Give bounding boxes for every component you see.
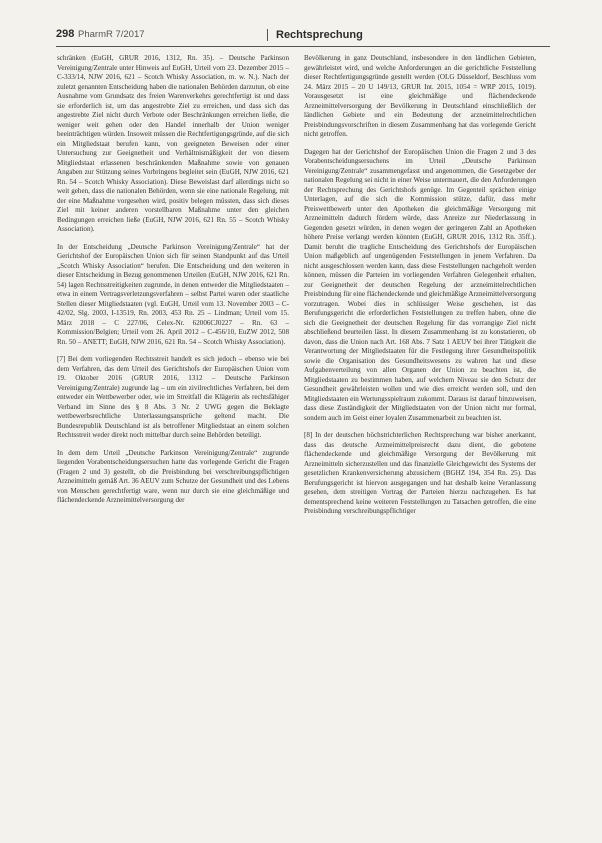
page-number: 298 (56, 28, 75, 40)
page-header (56, 28, 550, 47)
paragraph: In dem dem Urteil „Deutsche Parkinson Vereinigung/Zentrale“ zugrunde liegenden Vorabentscheidungsersuchen hatte das vorlegende Gericht die Fragen (Fragen 2 und 3) gestellt, ob die Preisbindung bei verschreibungspflichtigen Arzneimitteln gemäß Art. 36 AEUV zum Schutze der Gesundheit und des Lebens von Menschen gerechtfertigt ware, wenn nur durch sie eine gleichmäßige und flächendeckende Arzneimittelversorgung der (57, 448, 289, 504)
journal-reference: PharmR 7/2017 (78, 29, 145, 40)
paragraph: Dagegen hat der Gerichtshof der Europäischen Union die Fragen 2 und 3 des Vorabentscheidungsersuchens im Urteil „Deutsche Parkinson Vereinigung/Zentrale“ zusammengefasst und angenommen, die Gesetzgeber der nationalen Regelung sei nicht in einer Weise untermauert, die den Anforderungen der Rechtsprechung des Gerichtshofs genüge. Im Gegenteil sprächen einige Unterlagen, auf die sich die Kommission stütze, dafür, dass mehr Preiswettbewerb unter den Apotheken die gleichmäßige Versorgung mit Arzneimitteln dadurch fördern würde, dass Anreize zur Niederlassung in Gegenden gesetzt würden, in denen wegen der geringeren Zahl an Apotheken höhere Preise verlangt werden könnten (EuGH, GRUR 2016, 1312 Rn. 35ff.). Damit beruht die tragliche Entscheidung des Gerichtshofs der Europäischen Union maßgeblich auf ungenügenden Feststellungen in jenem Verfahren. Da nicht ausgeschlossen werden kann, dass diese Feststellungen nachgeholt werden können, müssen die Parteien im vorliegenden Verfahren Gelegenheit erhalten, zur Geeignetheit der deutschen Regelung der arzneimittelrechtlichen Preisbindung für eine flächendeckende und gleichmäßige Arzneimittelversorgung vorzutragen. Wobei dies in schlüssiger Weise geschehen, ist das Berufungsgericht die erforderlichen Feststellungen zu treffen haben, ohne die sich die Geeignetheit der deutschen Regelung für das vorrangige Ziel nicht abschließend beurteilen lässt. In diesem Zusammenhang ist zu konstatieren, ob davon, dass die Union nach Art. 168 Abs. 7 Satz 1 AEUV bei ihrer Tätigkeit die Verantwortung der Mitgliedstaaten für die Festlegung ihrer Gesundheitspolitik sowie die Organisation des Gesundheitswesens zu wahren hat und diese Aufgabenverteilung von allen Organen der Union zu beachten ist, die Mitgliedstaaten zu bestimmen haben, auf welchem Niveau sie den Schutz der Gesundheit gewährleisten wollen und wie dies erreicht werden soll, und den Mitgliedstaaten ein Wertungsspielraum zukommt. Daraus ist darauf hinzuweisen, dass diese Zuständigkeit der Mitgliedstaaten von der Union nicht nur formal, sondern auch im Geist einer loyalen Zusammenarbeit zu beachten ist. (304, 147, 536, 422)
paragraph: [7] Bei dem vorliegenden Rechtsstreit handelt es sich jedoch – ebenso wie bei dem Verfahren, das dem Urteil des Gerichtshofs der Europäischen Union vom 19. Oktober 2016 (GRUR 2016, 1312 – Deutsche Parkinson Vereinigung/Zentrale) zugrunde lag – um ein zivilrechtliches Verfahren, bei dem entweder ein Wettbewerber oder, wie im Streitfall die Klägerin als rechtsfähiger Verband im Sinne des § 8 Abs. 3 Nr. 2 UWG gegen die Beklagte wettbewerbsrechtliche Unterlassungsansprüche geltend macht. Die Bundesrepublik Deutschland ist als betroffener Mitgliedstaat an einem solchen Rechtsstreit weder direkt noch mittelbar durch seine Behörden beteiligt. (57, 355, 289, 439)
paragraph: schränken (EuGH, GRUR 2016, 1312, Rn. 35). – Deutsche Parkinson Vereinigung/Zentrale unter Hinweis auf EuGH, Urteil vom 23. Dezember 2015 – C-333/14, NJW 2016, 621 – Scotch Whisky Association, m. w. N.). Nach der zuletzt genannten Entscheidung haben die nationalen Behörden darzutun, ob eine Ausnahme vom Grundsatz des freien Warenverkehrs gerechtfertigt ist und dass sie erforderlich ist, um das angestrebte Ziel zu erreichen, und dass sich das angestrebte Ziel nicht durch Verbote oder Beschränkungen erreichen ließe, die weniger weit gehen oder den Handel innerhalb der Union weniger beeinträchtigen würden. Insoweit müssen die Rechtfertigungsgründe, auf die sich ein Mitgliedstaat berufen kann, von geeigneten Beweisen oder einer Untersuchung zur Geeignetheit und Verhältnismäßigkeit der von diesem Mitgliedstaat erlassenen beschränkenden Maßnahme sowie von genauen Angaben zur Stützung seines Vorbringens begleitet sein (EuGH, NJW 2016, 621 Rn. 54 – Scotch Whisky Association). Diese Beweislast darf allerdings nicht so weit gehen, dass die nationalen Behörden, wenn sie eine nationale Regelung, mit der eine Maßnahme vorgesehen wird, positiv belegen müssten, dass sich dieses Ziel mit keiner anderen vorstellbaren Maßnahme unter den gleichen Bedingungen erreichen ließe (EuGH, NJW 2016, 621 Rn. 55 – Scotch Whisky Association). (57, 54, 289, 233)
paragraph: In der Entscheidung „Deutsche Parkinson Vereinigung/Zentrale“ hat der Gerichtshof der Europäischen Union sich für seinen Standpunkt auf das Urteil „Scotch Whisky Association“ berufen. Die Entscheidung und den weiteren in dieser Entscheidung in Bezug genommenen Urteilen (EuGH, NJW 2016, 621 Rn. 54) lagen Rechtsstreitigkeiten zugrunde, in denen entweder die Mitgliedstaaten – etwa in einem Vertragsverletzungsverfahren – selbst Partei waren oder staatliche Stellen dieser Mitgliedstaaten (vgl. EuGH, Urteil vom 13. November 2003 – C-42/02, Slg. 2003, I-13519, Rn. 2003, 453 Rn. 25 – Lindman; Urteil vom 15. März 2018 – C 227/06, Celex-Nr. 62006CJ0227 – Rn. 63 – Kommission/Belgien; Urteil vom 26. April 2012 – C-456/10, EuZW 2012, 508 Rn. 50 – ANETT; EuGH, NJW 2016, 621 Rn. 54 – Scotch Whisky Association). (57, 242, 289, 346)
paragraph: [8] In der deutschen höchstrichterlichen Rechtsprechung war bisher anerkannt, dass das deutsche Arzneimittelpreisrecht dazu dient, die gebotene flächendeckende und gleichmäßige Versorgung der Bevölkerung mit Arzneimitteln sicherzustellen und das finanzielle Gleichgewicht des Systems der gesetzlichen Krankenversicherung abzusichern (BGHZ 194, 354 Rn. 25). Das Berufungsgericht ist hiervon ausgegangen und hat deshalb keine Veranlassung gesehen, dem streitigen Vortrag der Parteien hierzu nachzugehen. Es hat dementsprechend keine weiteren Feststellungen zu Tatsachen getroffen, die eine Preisbindung verschreibungspflichtiger (304, 431, 536, 515)
section-title: Rechtsprechung (267, 29, 363, 41)
left-column (57, 54, 289, 514)
paragraph: Bevölkerung in ganz Deutschland, insbesondere in den ländlichen Gebieten, gewährleistet wird, und welche Anforderungen an die gerichtliche Feststellung dieser Rechtfertigungsgründe gestellt werden (OLG Düsseldorf, Beschluss vom 24. März 2015 – 20 U 149/13, GRUR Int. 2015, 1054 = WRP 2015, 1019). Vorausgesetzt ist eine gleichmäßige und flächendeckende Arzneimittelversorgung der Bevölkerung in Deutschland einschließlich der ländlichen Gebiete und ein Bedeutung der arzneimittelrechtlichen Preisbindungsvorschriften in diesem Zusammenhang hat das vorlegende Gericht nicht getroffen. (304, 54, 536, 138)
right-column (304, 54, 536, 525)
